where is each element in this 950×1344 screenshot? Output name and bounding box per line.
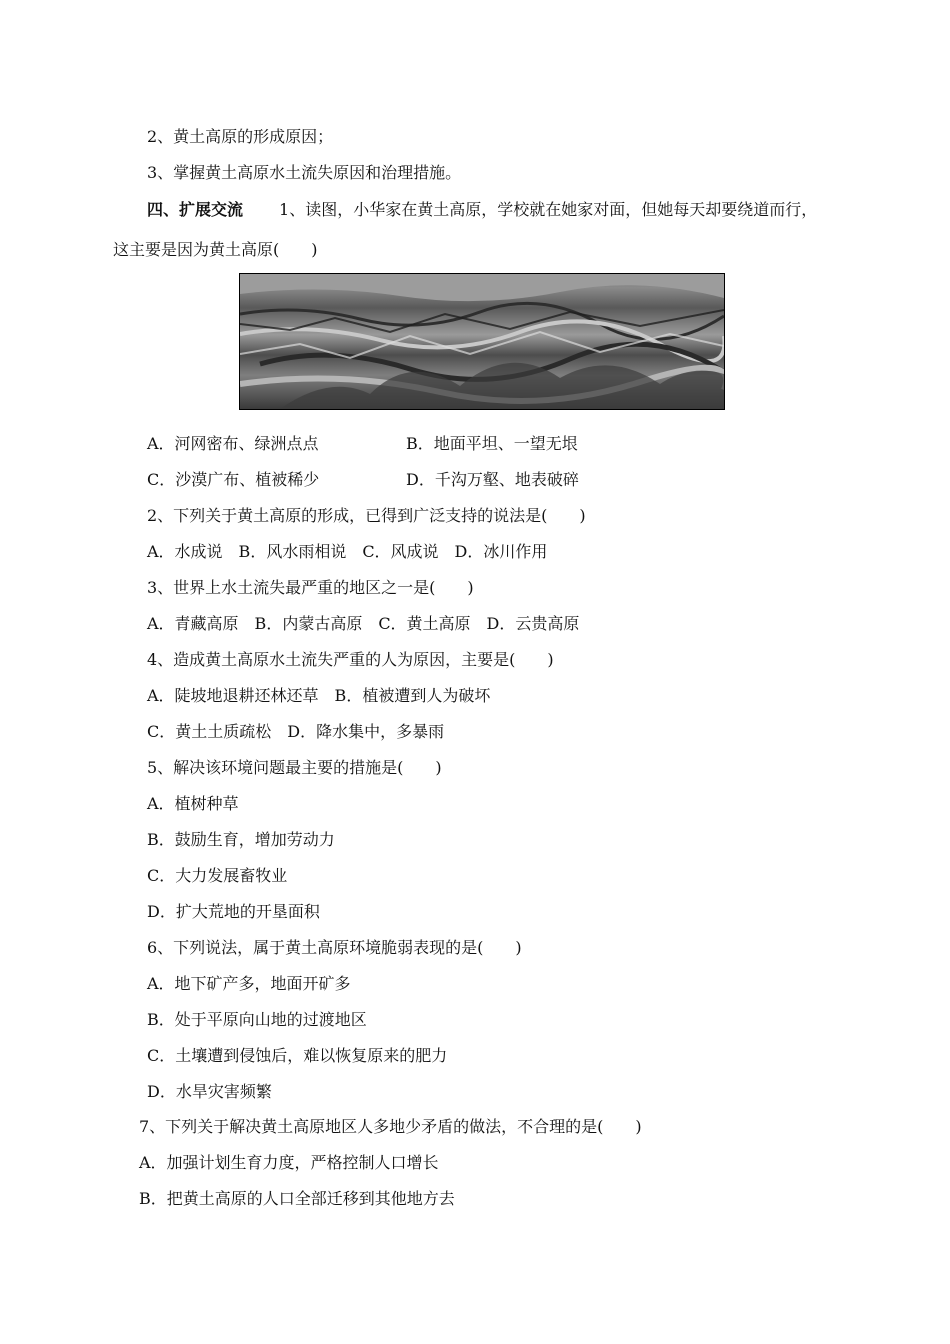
q6-option-d: D．水旱灾害频繁 xyxy=(147,1082,272,1101)
q1-stem-second-line: 这主要是因为黄土高原( ) xyxy=(113,240,318,259)
q4-stem: 4、造成黄土高原水土流失严重的人为原因，主要是( ) xyxy=(147,650,554,669)
q3-stem: 3、世界上水土流失最严重的地区之一是( ) xyxy=(147,578,474,597)
q1-option-c: C．沙漠广布、植被稀少 xyxy=(147,470,320,489)
q1-option-a: A．河网密布、绿洲点点 xyxy=(147,434,319,453)
q5-option-c: C．大力发展畜牧业 xyxy=(147,866,288,885)
q1-stem-first-line: 1、读图，小华家在黄土高原，学校就在她家对面，但她每天却要绕道而行， xyxy=(279,200,818,219)
q4-options-cd: C．黄土土质疏松 D．降水集中，多暴雨 xyxy=(147,722,445,741)
q5-option-b: B．鼓励生育，增加劳动力 xyxy=(147,830,335,849)
q1-option-b: B．地面平坦、一望无垠 xyxy=(406,434,578,453)
objective-3: 3、掌握黄土高原水土流失原因和治理措施。 xyxy=(147,163,462,182)
section-heading: 四、扩展交流 xyxy=(147,200,244,219)
q6-option-b: B．处于平原向山地的过渡地区 xyxy=(147,1010,367,1029)
q3-options: A．青藏高原 B．内蒙古高原 C．黄土高原 D．云贵高原 xyxy=(147,614,580,633)
section-heading-row xyxy=(147,199,817,221)
q6-option-a: A．地下矿产多，地面开矿多 xyxy=(147,974,351,993)
q5-stem: 5、解决该环境问题最主要的措施是( ) xyxy=(147,758,442,777)
q7-option-b: B．把黄土高原的人口全部迁移到其他地方去 xyxy=(139,1189,455,1208)
q5-option-a: A．植树种草 xyxy=(147,794,239,813)
q7-stem: 7、下列关于解决黄土高原地区人多地少矛盾的做法，不合理的是( ) xyxy=(139,1117,642,1136)
q4-options-ab: A．陡坡地退耕还林还草 B．植被遭到人为破坏 xyxy=(147,686,491,705)
q2-options: A．水成说 B．风水雨相说 C．风成说 D．冰川作用 xyxy=(147,542,548,561)
q7-option-a: A．加强计划生育力度，严格控制人口增长 xyxy=(139,1153,439,1172)
q6-option-c: C．土壤遭到侵蚀后，难以恢复原来的肥力 xyxy=(147,1046,448,1065)
q6-stem: 6、下列说法，属于黄土高原环境脆弱表现的是( ) xyxy=(147,938,522,957)
q5-option-d: D．扩大荒地的开垦面积 xyxy=(147,902,320,921)
loess-plateau-photo xyxy=(239,273,725,410)
q1-option-d: D．千沟万壑、地表破碎 xyxy=(406,470,579,489)
objective-2: 2、黄土高原的形成原因； xyxy=(147,127,334,146)
q2-stem: 2、下列关于黄土高原的形成，已得到广泛支持的说法是( ) xyxy=(147,506,586,525)
